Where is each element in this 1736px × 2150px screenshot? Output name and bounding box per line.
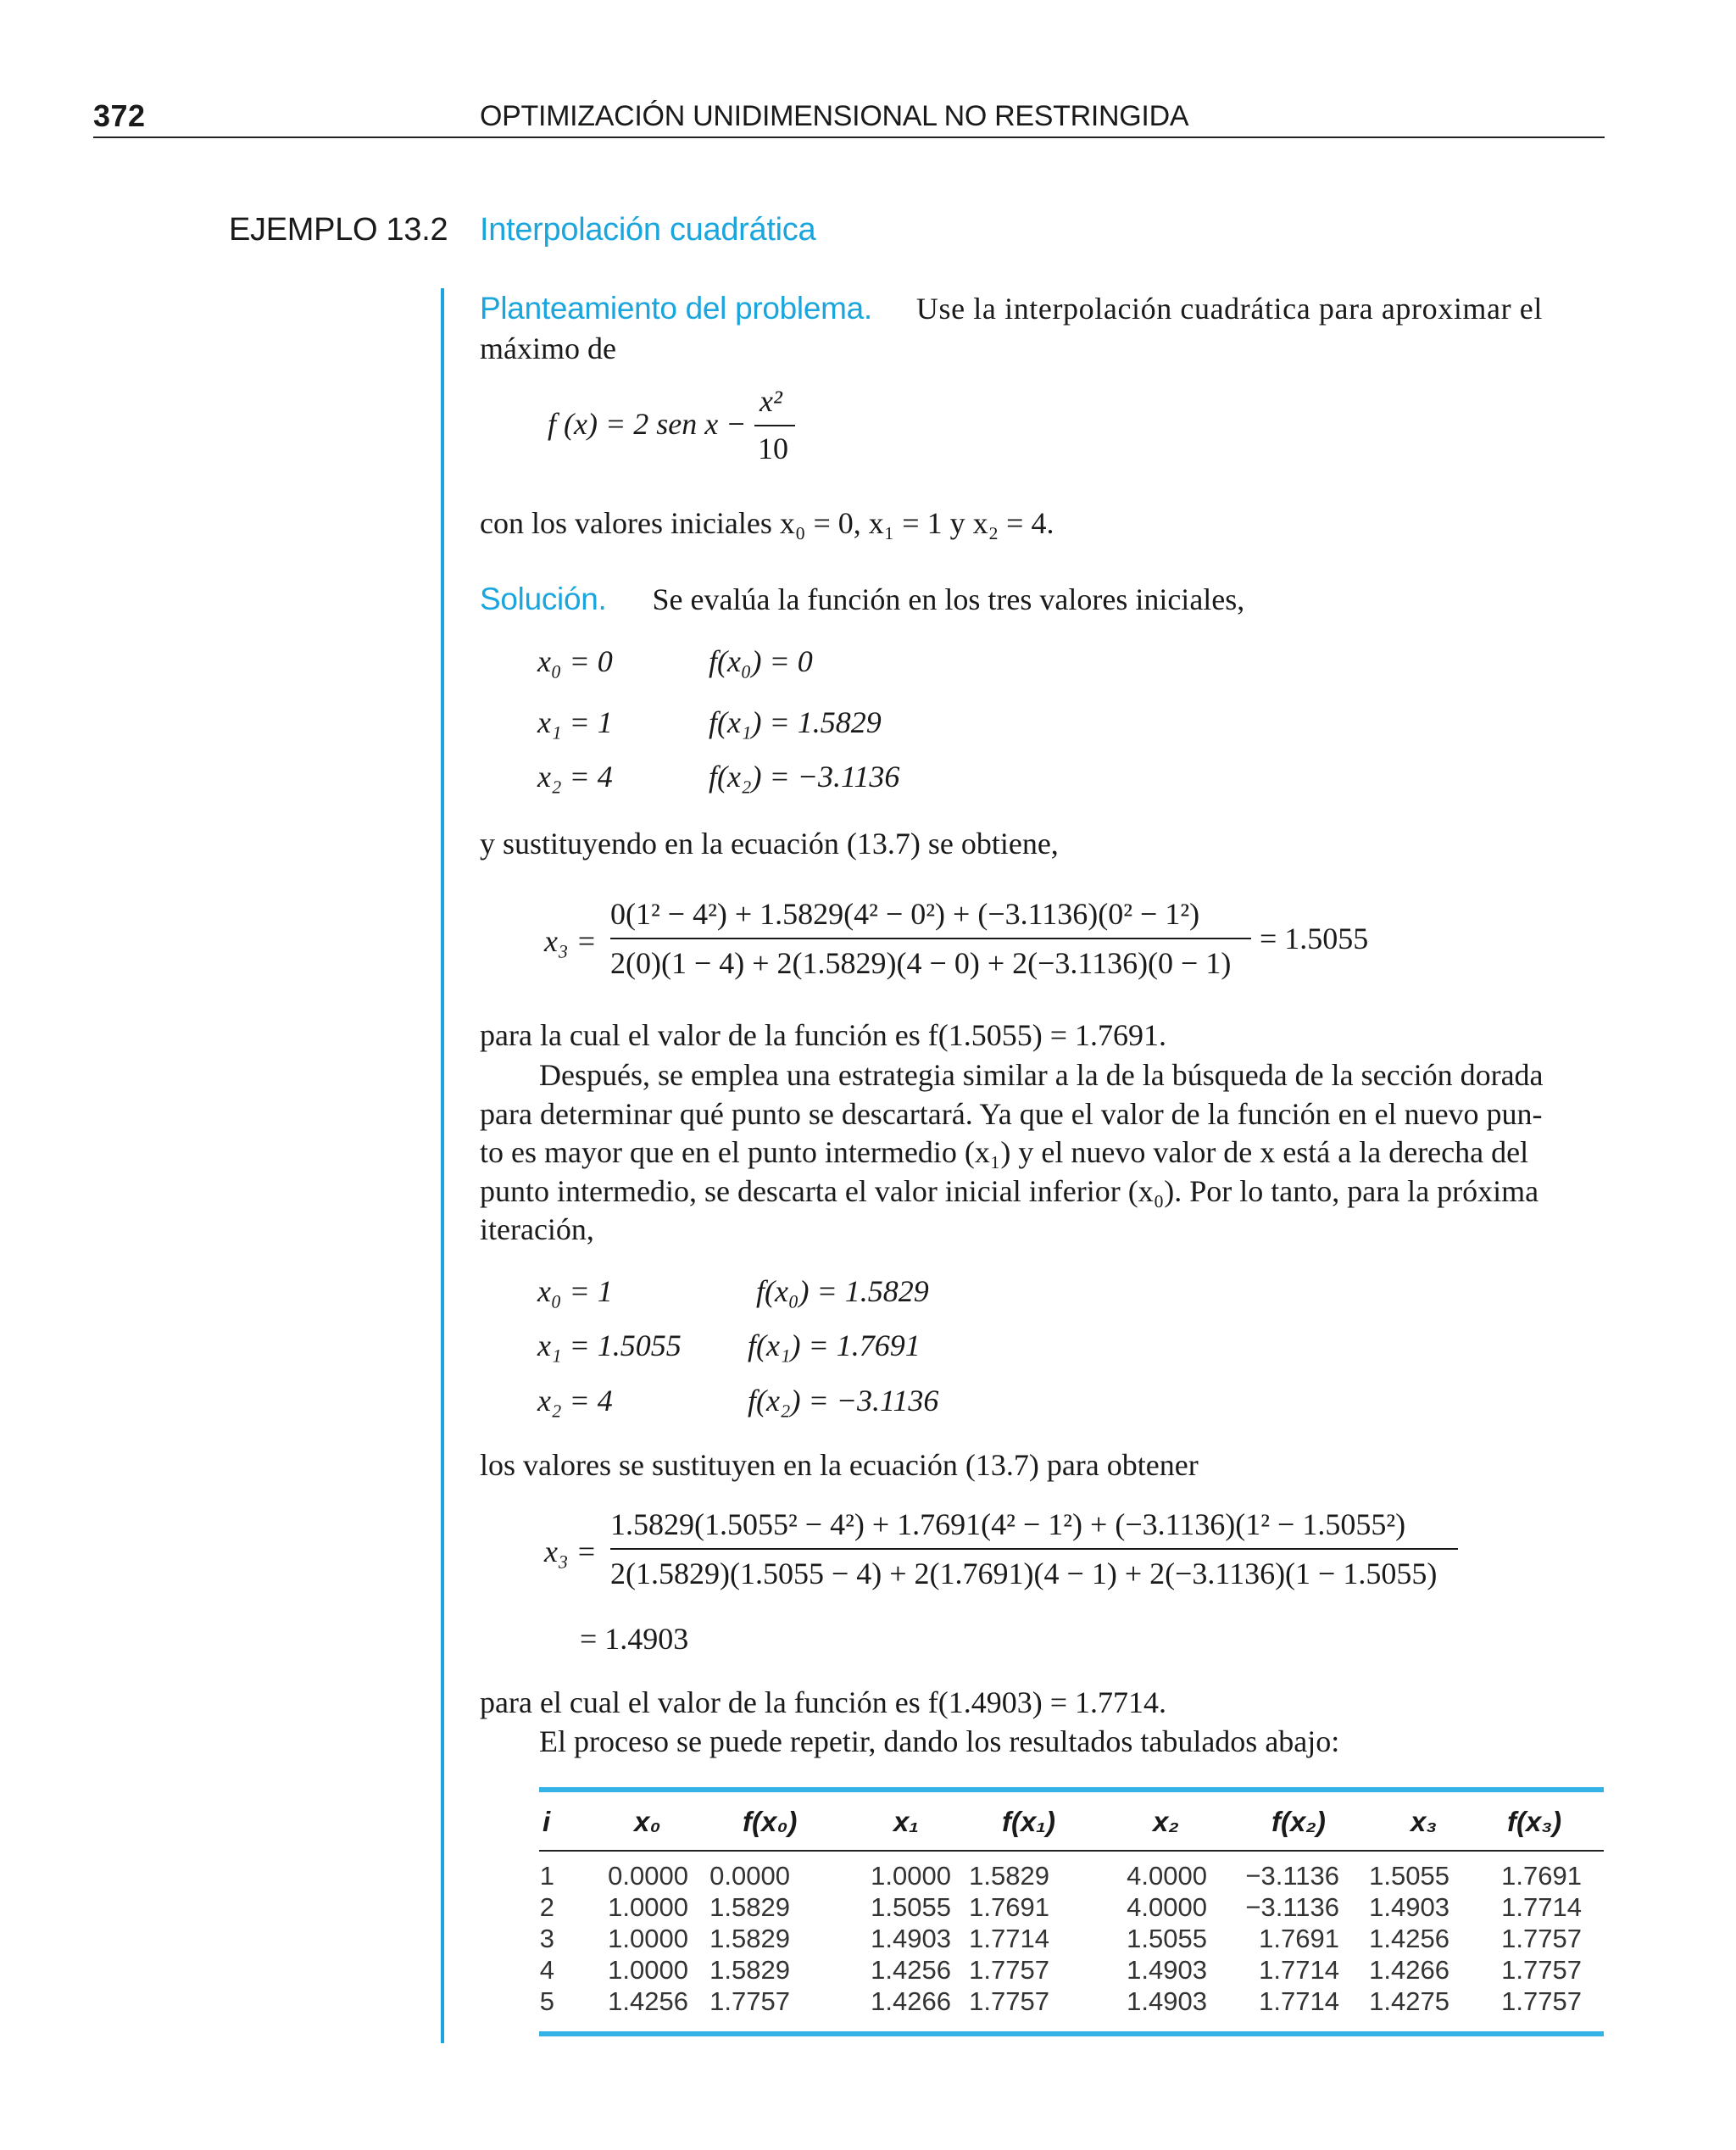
- table-cell: 1.4256: [1369, 1924, 1449, 1953]
- table-header-rule: [539, 1850, 1604, 1852]
- table-cell: 1.4903: [1127, 1986, 1207, 2016]
- table-cell-iteration: 5: [539, 1986, 554, 2016]
- set2-fx2: f(x₂) = −3.1136: [748, 1384, 939, 1418]
- paragraph-line-1: Después, se emplea una estrategia similar a la de la búsqueda de la sección dorada: [539, 1058, 1544, 1092]
- eq2-lhs: x₃ =: [544, 1535, 597, 1568]
- function-denominator: 10: [758, 432, 788, 465]
- table-cell: 1.0000: [608, 1892, 688, 1922]
- repeat-text: El proceso se puede repetir, dando los resultados tabulados abajo:: [539, 1724, 1340, 1758]
- table-cell: 1.0000: [871, 1861, 951, 1891]
- example-side-bar: [441, 288, 444, 2043]
- solution-line: [480, 583, 1244, 615]
- set1-x2: x₂ = 4: [537, 760, 613, 794]
- table-cell: 1.4903: [1127, 1955, 1207, 1985]
- table-cell: 1.5829: [709, 1924, 790, 1953]
- table-cell: 1.4903: [1369, 1892, 1449, 1922]
- table-bottom-rule: [539, 2031, 1604, 2036]
- problem-text-line1: Use la interpolación cuadrática para aproximar el: [915, 292, 1543, 326]
- problem-statement-line1: [480, 292, 1543, 324]
- paragraph-line-4: punto intermedio, se descarta el valor inicial inferior (x₀). Por lo tanto, para la próxima: [480, 1174, 1539, 1208]
- col-header-x3: x₃: [1410, 1806, 1438, 1837]
- table-cell: 1.5829: [709, 1955, 790, 1985]
- solution-heading: Solución.: [480, 582, 607, 616]
- set1-fx1: f(x₁) = 1.5829: [709, 705, 882, 739]
- eq1-denominator: 2(0)(1 − 4) + 2(1.5829)(4 − 0) + 2(−3.1136)(0 − 1): [610, 946, 1232, 980]
- col-header-x1: x₁: [893, 1806, 919, 1837]
- table-cell: 1.5055: [1127, 1924, 1207, 1953]
- eq1-lhs: x₃ =: [544, 924, 597, 958]
- set2-x2: x₂ = 4: [537, 1384, 613, 1418]
- table-cell: 1.0000: [608, 1955, 688, 1985]
- table-cell: 1.7757: [969, 1986, 1049, 2016]
- set1-x1: x₁ = 1: [537, 705, 613, 739]
- table-cell-iteration: 1: [539, 1861, 554, 1891]
- paragraph-line-3: to es mayor que en el punto intermedio (x₁) y el nuevo valor de x está a la derecha del: [480, 1135, 1529, 1169]
- col-header-i: i: [542, 1806, 551, 1837]
- col-header-x2: x₂: [1153, 1806, 1179, 1837]
- set2-fx0: f(x₀) = 1.5829: [756, 1274, 929, 1308]
- col-header-fx1: f(x₁): [1002, 1806, 1055, 1837]
- paragraph-line-5: iteración,: [480, 1212, 594, 1246]
- set1-fx2: f(x₂) = −3.1136: [709, 760, 900, 794]
- table-cell-iteration: 2: [539, 1892, 554, 1922]
- table-cell: 0.0000: [608, 1861, 688, 1891]
- col-header-x0: x₀: [634, 1806, 661, 1837]
- table-cell: 1.5829: [709, 1892, 790, 1922]
- table-cell-iteration: 4: [539, 1955, 554, 1985]
- table-cell: 1.7757: [1501, 1955, 1582, 1985]
- paragraph-line-2: para determinar qué punto se descartará. Ya que el valor de la función en el nuevo pun-: [480, 1097, 1543, 1131]
- set2-x0: x₀ = 1: [537, 1274, 613, 1308]
- table-cell: 1.5055: [871, 1892, 951, 1922]
- set1-fx0: f(x₀) = 0: [709, 644, 813, 678]
- example-label: EJEMPLO 13.2: [229, 212, 448, 248]
- table-cell: 1.7757: [969, 1955, 1049, 1985]
- table-cell: 1.5829: [969, 1861, 1049, 1891]
- function-lhs: f (x) = 2 sen x −: [548, 407, 747, 441]
- table-cell: 1.4256: [871, 1955, 951, 1985]
- table-cell: 1.4275: [1369, 1986, 1449, 2016]
- page-number: 372: [93, 98, 146, 133]
- table-top-rule: [539, 1787, 1604, 1792]
- table-cell: 1.4256: [608, 1986, 688, 2016]
- table-cell: 0.0000: [709, 1861, 790, 1891]
- table-cell: 1.7714: [1259, 1955, 1339, 1985]
- eq1-numerator: 0(1² − 4²) + 1.5829(4² − 0²) + (−3.1136)(0² − 1²): [610, 897, 1200, 931]
- table-cell: 1.7691: [969, 1892, 1049, 1922]
- table-cell: 1.4266: [871, 1986, 951, 2016]
- problem-heading: Planteamiento del problema.: [480, 291, 872, 326]
- table-cell: 1.7757: [1501, 1986, 1582, 2016]
- table-cell: 1.4266: [1369, 1955, 1449, 1985]
- problem-text-line2: máximo de: [480, 331, 616, 365]
- eq1-result: = 1.5055: [1260, 922, 1369, 955]
- table-cell: 1.7714: [969, 1924, 1049, 1953]
- table-cell: −3.1136: [1245, 1892, 1339, 1922]
- substitution-text-2: los valores se sustituyen en la ecuación (13.7) para obtener: [480, 1448, 1199, 1482]
- substitution-text-1: y sustituyendo en la ecuación (13.7) se obtiene,: [480, 827, 1059, 861]
- table-cell: 4.0000: [1127, 1892, 1207, 1922]
- table-cell: 1.7691: [1259, 1924, 1339, 1953]
- table-cell: 1.4903: [871, 1924, 951, 1953]
- table-cell: −3.1136: [1245, 1861, 1339, 1891]
- eq2-result: = 1.4903: [580, 1622, 689, 1656]
- solution-intro: Se evalúa la función en los tres valores iniciales,: [652, 582, 1245, 616]
- col-header-fx2: f(x₂): [1271, 1806, 1326, 1837]
- table-cell: 1.7757: [709, 1986, 790, 2016]
- function-numerator: x²: [760, 384, 782, 418]
- table-cell-iteration: 3: [539, 1924, 554, 1953]
- eq2-fraction-bar: [610, 1548, 1458, 1550]
- function-fraction-bar: [754, 425, 795, 426]
- col-header-fx0: f(x₀): [743, 1806, 798, 1837]
- table-cell: 1.7691: [1501, 1861, 1582, 1891]
- running-head: OPTIMIZACIÓN UNIDIMENSIONAL NO RESTRINGIDA: [480, 100, 1189, 132]
- set2-x1: x₁ = 1.5055: [537, 1328, 682, 1362]
- eq1-fraction-bar: [610, 938, 1251, 939]
- table-cell: 1.7714: [1259, 1986, 1339, 2016]
- function-value-1: para la cual el valor de la función es f(1.5055) = 1.7691.: [480, 1018, 1167, 1052]
- eq2-denominator: 2(1.5829)(1.5055 − 4) + 2(1.7691)(4 − 1) + 2(−3.1136)(1 − 1.5055): [610, 1557, 1438, 1590]
- table-cell: 1.7714: [1501, 1892, 1582, 1922]
- eq2-numerator: 1.5829(1.5055² − 4²) + 1.7691(4² − 1²) + (−3.1136)(1² − 1.5055²): [610, 1507, 1406, 1541]
- initial-values: con los valores iniciales x₀ = 0, x₁ = 1 y x₂ = 4.: [480, 506, 1054, 540]
- example-title: Interpolación cuadrática: [480, 212, 816, 248]
- table-cell: 4.0000: [1127, 1861, 1207, 1891]
- function-value-2: para el cual el valor de la función es f(1.4903) = 1.7714.: [480, 1685, 1167, 1719]
- table-cell: 1.5055: [1369, 1861, 1449, 1891]
- table-cell: 1.0000: [608, 1924, 688, 1953]
- col-header-fx3: f(x₃): [1507, 1806, 1562, 1837]
- table-cell: 1.7757: [1501, 1924, 1582, 1953]
- set2-fx1: f(x₁) = 1.7691: [748, 1328, 921, 1362]
- header-rule: [93, 136, 1605, 138]
- set1-x0: x₀ = 0: [537, 644, 613, 678]
